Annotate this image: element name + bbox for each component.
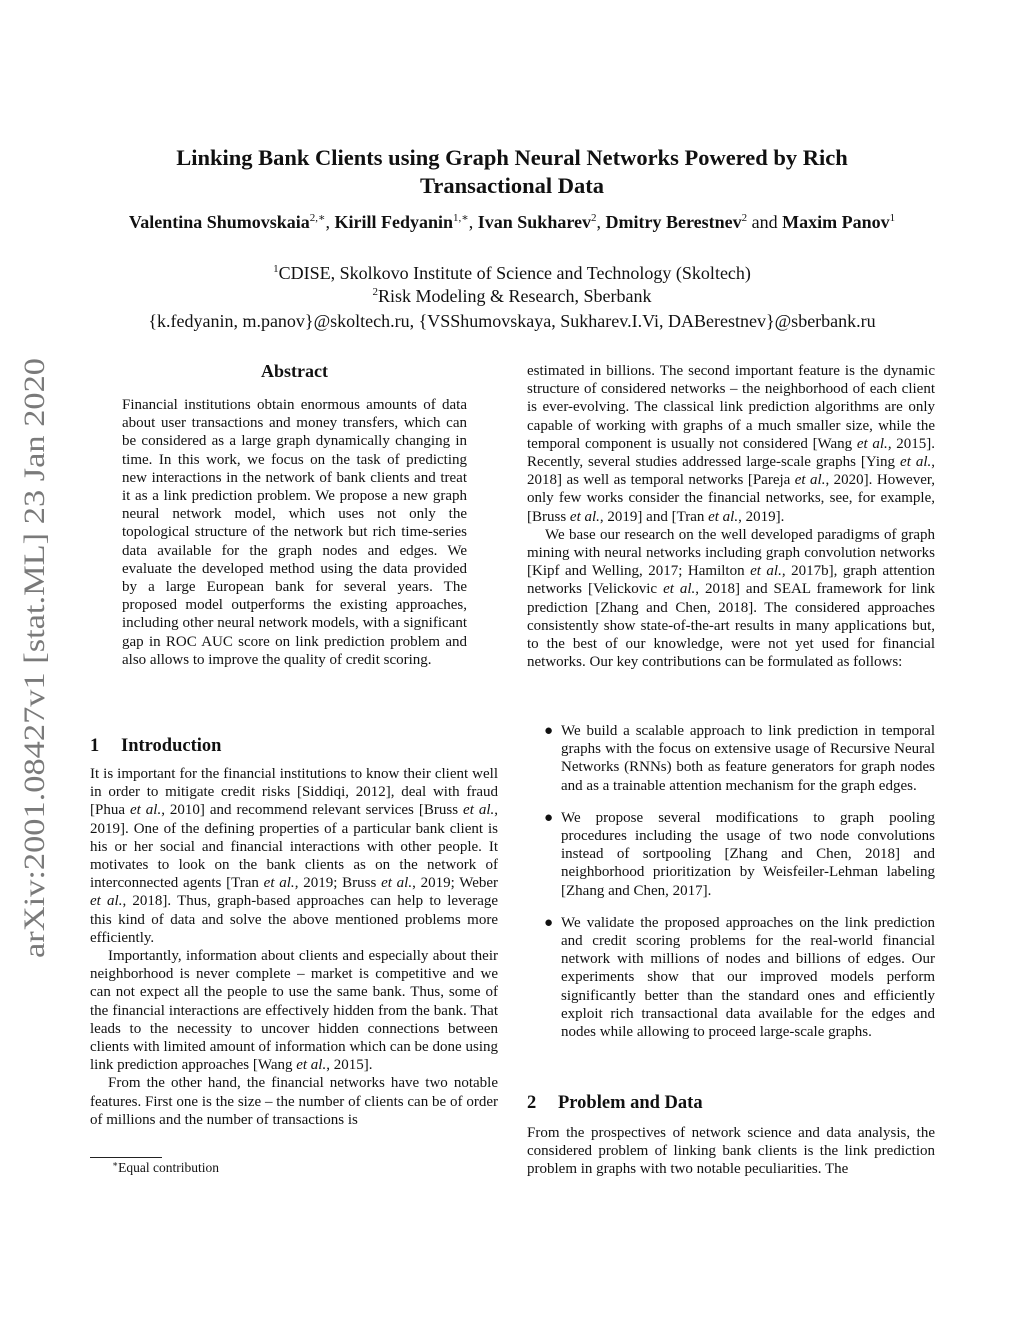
affiliation-2-sup: 2 [372, 286, 379, 298]
footnote-text: Equal contribution [118, 1160, 219, 1175]
author-4: Dmitry Berestnev [605, 212, 742, 232]
intro-paragraph-1: It is important for the financial institutions to know their client well in order to mitigate credit risks [Siddiqi, 2012], deal with fraud [Phua et al., 2010] and recommend relevant services [Bruss et al., 2019]. One of the defining properties of a particular bank client is his or her social and financial interactions with other people. It motivates to look on the bank clients as on the network of interconnected agents [Tran et al., 2019; Bruss et al., 2019; Weber et al., 2018]. Thus, graph-based approaches can help to leverage this kind of data and solve the above mentioned problems more efficiently. [90, 766, 499, 946]
bullet-icon: ● [544, 723, 554, 739]
author-3: Ivan Sukharev [477, 212, 591, 232]
section-2-heading [527, 1093, 935, 1114]
contribution-text: We build a scalable approach to link prediction in temporal graphs with the focus on extensive usage of Recursive Neural Networks (RNNs) both as feature generators for graph nodes and as a trainable attention mechanism for the graph edges. [561, 723, 935, 794]
author-2-sup: 1,∗ [453, 212, 469, 224]
affiliation-1-sup: 1 [273, 263, 279, 275]
section-2-body [527, 1124, 935, 1179]
section-1-number: 1 [90, 736, 100, 756]
affiliation-2-text: Risk Modeling & Research, Sberbank [378, 286, 652, 306]
footnote [112, 1160, 219, 1176]
right-column-body [527, 362, 935, 671]
section-2-paragraph-1: From the prospectives of network science and data analysis, the considered problem of linking bank clients is the link prediction problem in graphs with two notable peculiarities. The [527, 1125, 935, 1178]
author-3-sup: 2 [590, 212, 597, 224]
author-list: Valentina Shumovskaia$^{2,∗}$, Kirill Fedyanin$^{1,∗}$, Ivan Sukharev$^2$, Dmitry Berestnev$^2$ and Maxim Panov$^1$ [128, 212, 896, 232]
contribution-item [527, 809, 935, 900]
footnote-rule [90, 1157, 162, 1158]
bullet-icon: ● [544, 914, 554, 931]
affiliation-1 [90, 262, 934, 284]
affiliation-2 [90, 285, 934, 307]
title-line-1: Linking Bank Clients using Graph Neural Networks Powered by Rich [176, 145, 848, 170]
section-2-title: Problem and Data [558, 1093, 703, 1113]
intro-paragraph-3: From the other hand, the financial networks have two notable features. First one is the size – the number of clients can be of order of millions and the number of transactions is [90, 1075, 498, 1128]
affiliation-1-text: CDISE, Skolkovo Institute of Science and Technology (Skoltech) [278, 263, 751, 283]
intro-paragraph-2: Importantly, information about clients and especially about their neighborhood is never complete – market is competitive and we can not expect all the people to use the same bank. Thus, some of the financial interactions are effectively hidden from the bank. That leads to the necessity to uncover hidden connections between clients with limited amount of information which can be done using link prediction approaches [Wang et al., 2015]. [90, 948, 498, 1074]
author-5: Maxim Panov [782, 212, 890, 232]
emails: {k.fedyanin, m.panov}@skoltech.ru, {VSShumovskaya, Sukharev.I.Vi, DABerestnev}@sberbank.ru [148, 311, 876, 331]
intro-paragraph-4: estimated in billions. The second important feature is the dynamic structure of considered networks – the neighborhood of each client is ever-evolving. The classical link prediction algorithms are only capable of working with graphs of a much smaller size, while the temporal component is usually not considered [Wang et al., 2015]. Recently, several studies addressed large-scale graphs [Ying et al., 2018] as well as temporal networks [Pareja et al., 2020]. However, only few works consider the financial networks, see, for example, [Bruss et al., 2019] and [Tran et al., 2019]. [527, 363, 935, 525]
section-1-title: Introduction [121, 736, 222, 756]
author-and: and [751, 212, 778, 232]
author-5-sup: 1 [889, 212, 896, 224]
contribution-text: We propose several modifications to graph pooling procedures including the usage of two node convolutions instead of sortpooling [Zhang and Chen, 2018] and neighborhood prioritization by Weisfeiler-Lehman labeling [Zhang and Chen, 2017]. [561, 809, 935, 899]
abstract-heading: Abstract [261, 361, 328, 381]
contribution-text: We validate the proposed approaches on the link prediction and credit scoring problems for the real-world financial network with millions of nodes and billions of edges. Our experiments show that our improved models perform significantly better than the standard ones and efficiently exploit rich transactional data available for the edges and nodes while allowing to proceed large-scale graphs. [561, 914, 935, 1041]
contributions-list [527, 722, 935, 1041]
arxiv-stamp-text: arXiv:2001.08427v1 [stat.ML] 23 Jan 2020 [18, 434, 51, 958]
section-1-heading [90, 736, 498, 757]
arxiv-stamp [12, 355, 52, 960]
bullet-icon: ● [544, 809, 554, 826]
section-2-number: 2 [527, 1093, 537, 1113]
contribution-item [527, 722, 935, 795]
abstract-text: Financial institutions obtain enormous amounts of data about user transactions and money transfers, which can be considered as a large graph dynamically changing in time. In this work, we focus on the task of predicting new interactions in the network of bank clients and treat it as a link prediction problem. We propose a new graph neural network model, which uses not only the topological structure of the network but rich time-series data available for the graph nodes and edges. We evaluate the developed method using the data provided by a large European bank for several years. The proposed model outperforms the existing approaches, including other neural network models, with a significant gap in ROC AUC score on link prediction problem and also allows to improve the quality of credit scoring. [122, 397, 467, 668]
author-4-sup: 2 [741, 212, 748, 224]
contribution-item [527, 914, 935, 1041]
author-1-sup: 2,∗ [309, 212, 326, 224]
contributions-list-wrap [527, 722, 935, 1055]
author-1: Valentina Shumovskaia [128, 212, 310, 232]
paper-title [100, 144, 924, 200]
title-line-2: Transactional Data [420, 173, 604, 198]
author-2: Kirill Fedyanin [334, 212, 454, 232]
abstract-body [122, 396, 467, 669]
left-column-body [90, 765, 498, 1129]
intro-paragraph-5: We base our research on the well developed paradigms of graph mining with neural networks including graph convolution networks [Kipf and Welling, 2017; Hamilton et al., 2017b], graph attention networks [Velickovic et al., 2018] and SEAL framework for link prediction [Zhang and Chen, 2018]. The considered approaches consistently show state-of-the-art results in many applications but, to the best of our knowledge, were not yet used for financial networks. Our key contributions can be formulated as follows: [527, 526, 935, 671]
footnote-mark: ∗ [112, 1159, 119, 1169]
